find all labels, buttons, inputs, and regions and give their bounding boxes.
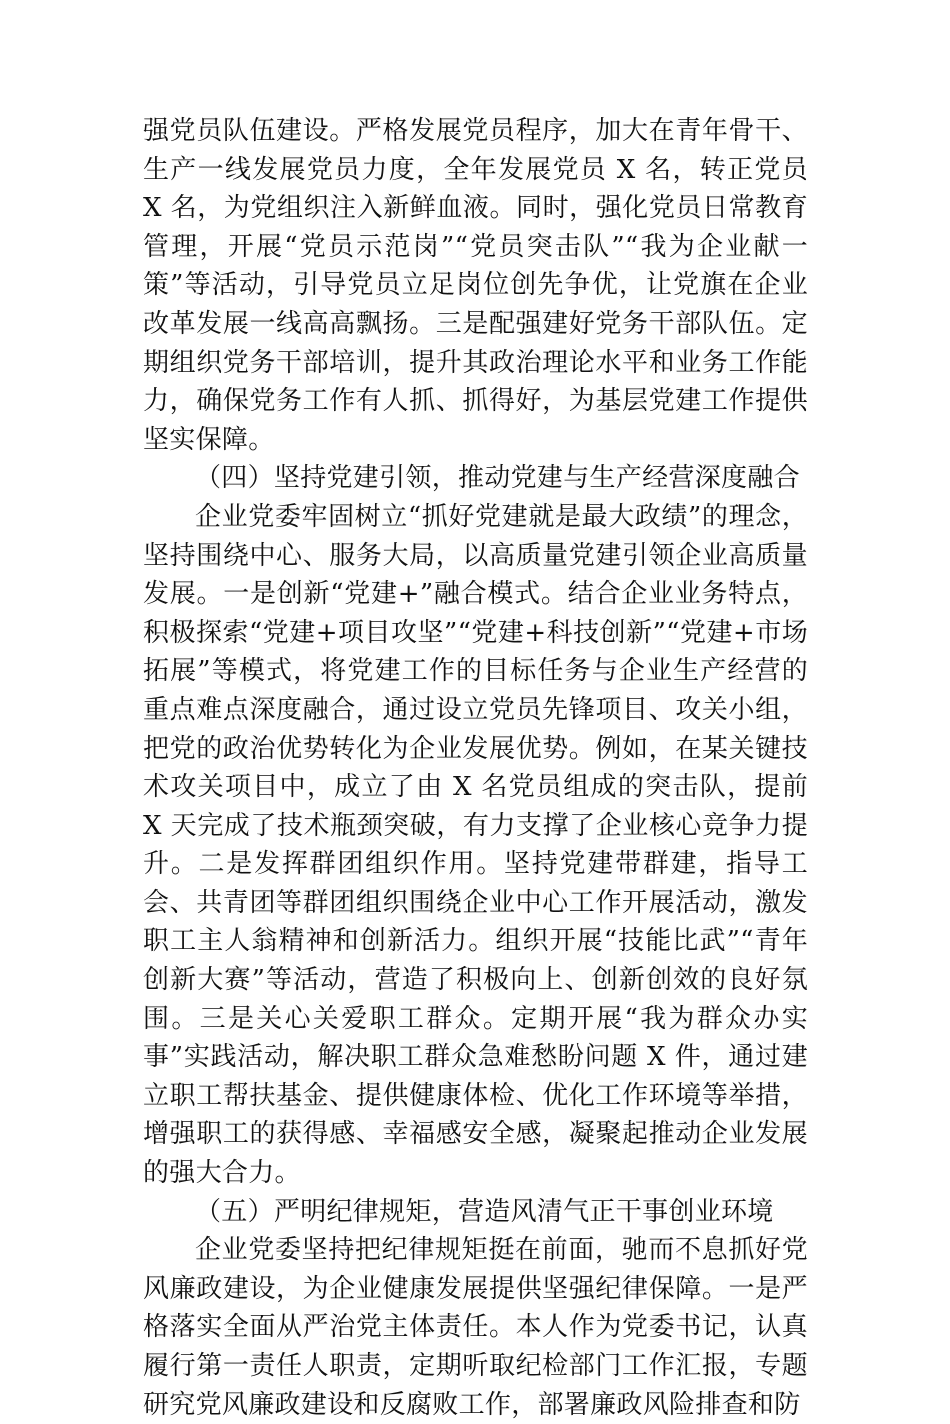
document-page xyxy=(143,112,808,1424)
paragraph-party-building-integration: 企业党委牢固树立“抓好党建就是最大政绩”的理念，坚持围绕中心、服务大局，以高质量党建引领企业高质量发展。一是创新“党建+”融合模式。结合企业业务特点，积极探索“党建+项目攻坚”“党建+科技创新”“党建+市场拓展”等模式，将党建工作的目标任务与企业生产经营的重点难点深度融合，通过设立党员先锋项目、攻关小组，把党的政治优势转化为企业发展优势。例如，在某关键技术攻关项目中，成立了由 X 名党员组成的突击队，提前 X 天完成了技术瓶颈突破，有力支撑了企业核心竞争力提升。二是发挥群团组织作用。坚持党建带群建，指导工会、共青团等群团组织围绕企业中心工作开展活动，激发职工主人翁精神和创新活力。组织开展“技能比武”“青年创新大赛”等活动，营造了积极向上、创新创效的良好氛围。三是关心关爱职工群众。定期开展“我为群众办实事”实践活动，解决职工群众急难愁盼问题 X 件，通过建立职工帮扶基金、提供健康体检、优化工作环境等举措，增强职工的获得感、幸福感安全感，凝聚起推动企业发展的强大合力。 xyxy=(143,501,808,1189)
paragraph-party-member-team: 强党员队伍建设。严格发展党员程序，加大在青年骨干、生产一线发展党员力度，全年发展党员 X 名，转正党员 X 名，为党组织注入新鲜血液。同时，强化党员日常教育管理，开展“党员示范岗”“党员突击队”“我为企业献一策”等活动，引导党员立足岗位创先争优，让党旗在企业改革发展一线高高飘扬。三是配强建好党务干部队伍。定期组织党务干部培训，提升其政治理论水平和业务工作能力，确保党务工作有人抓、抓得好，为基层党建工作提供坚实保障。 xyxy=(143,116,808,455)
paragraph-discipline: 企业党委坚持把纪律规矩挺在前面，驰而不息抓好党风廉政建设，为企业健康发展提供坚强纪律保障。一是严格落实全面从严治党主体责任。本人作为党委书记，认真履行第一责任人职责，定期听取纪检部门工作汇报，专题研究党风廉政建设和反腐败工作，部署廉政风险排查和防 xyxy=(143,1235,808,1420)
section-heading-5: （五）严明纪律规矩，营造风清气正干事创业环境 xyxy=(195,1196,774,1227)
section-heading-4: （四）坚持党建引领，推动党建与生产经营深度融合 xyxy=(195,463,800,494)
